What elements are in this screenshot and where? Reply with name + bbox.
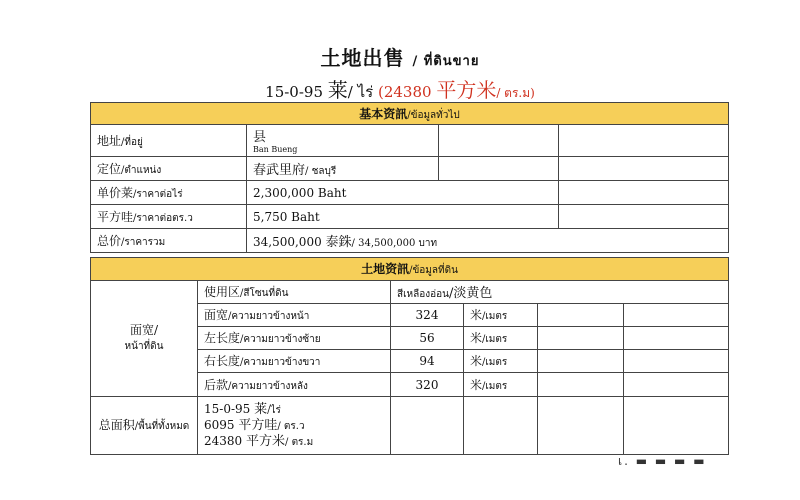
- table-row: [91, 157, 729, 181]
- empty-cell: [624, 304, 729, 327]
- table-row: [91, 229, 729, 253]
- total-price-label: 总价/ราคารวม: [91, 229, 247, 253]
- price-per-sqwa-label: 平方哇/ราคาต่อตร.ว: [91, 205, 247, 229]
- address-label: 地址/ที่อยู่: [91, 125, 247, 157]
- land-info-table: [90, 257, 729, 455]
- front-length-value: 324: [391, 304, 464, 327]
- address-value: 县 Ban Bueng: [247, 125, 439, 157]
- title-main: 土地出售: [320, 46, 405, 70]
- location-value: 春武里府/ ชลบุรี: [247, 157, 439, 181]
- table-row: [91, 181, 729, 205]
- right-length-label: 右长度/ความยาวข้างขวา: [198, 350, 391, 373]
- empty-cell: [464, 397, 538, 455]
- subtitle-area-th: / ตร.ม): [496, 86, 535, 100]
- basic-info-header: [91, 103, 729, 125]
- table-row: [91, 205, 729, 229]
- subtitle-area-num: (24380: [377, 83, 437, 101]
- empty-cell: [538, 373, 624, 397]
- table-row: [91, 397, 729, 455]
- zone-label: 使用区/สีโซนที่ดิน: [198, 281, 391, 304]
- front-length-unit: 米/เมตร: [464, 304, 538, 327]
- price-per-rai-label: 单价莱/ราคาต่อไร่: [91, 181, 247, 205]
- empty-cell: [624, 350, 729, 373]
- back-length-value: 320: [391, 373, 464, 397]
- land-header-th: /ข้อมูลที่ดิน: [409, 265, 458, 276]
- subtitle-code: 15-0-95: [265, 83, 328, 101]
- empty-cell: [538, 350, 624, 373]
- empty-cell: [439, 125, 559, 157]
- empty-cell: [559, 157, 729, 181]
- right-length-value: 94: [391, 350, 464, 373]
- empty-cell: [538, 327, 624, 350]
- back-length-unit: 米/เมตร: [464, 373, 538, 397]
- total-price-value: 34,500,000 泰銖/ 34,500,000 บาท: [247, 229, 729, 253]
- zone-value: สีเหลืองอ่อน/淡黄色: [391, 281, 729, 304]
- empty-cell: [624, 373, 729, 397]
- total-area-rai: 15-0-95 莱/ไร่: [204, 401, 281, 417]
- price-per-sqwa-value: 5,750 Baht: [247, 205, 559, 229]
- subtitle-area-cn: 平方米: [436, 78, 497, 102]
- left-length-value: 56: [391, 327, 464, 350]
- total-area-value: [198, 397, 391, 455]
- left-length-unit: 米/เมตร: [464, 327, 538, 350]
- left-length-label: 左长度/ความยาวข้างซ้าย: [198, 327, 391, 350]
- empty-cell: [559, 125, 729, 157]
- empty-cell: [559, 181, 729, 205]
- total-area-sqwa: 6095 平方哇/ ตร.ว: [204, 417, 305, 433]
- empty-cell: [624, 327, 729, 350]
- empty-cell: [538, 397, 624, 455]
- basic-header-cn: 基本资訊: [359, 106, 408, 121]
- empty-cell: [624, 397, 729, 455]
- subtitle-unit-cn: 莱: [327, 78, 348, 102]
- basic-info-table: [90, 102, 729, 253]
- subtitle-area: [377, 78, 535, 102]
- land-header-cn: 土地资訊: [361, 262, 410, 276]
- empty-cell: [439, 157, 559, 181]
- empty-cell: [538, 304, 624, 327]
- basic-header-th: /ข้อมูลทั่วไป: [407, 109, 460, 121]
- front-length-label: 面宽/ความยาวข้างหน้า: [198, 304, 391, 327]
- price-per-rai-value: 2,300,000 Baht: [247, 181, 559, 205]
- location-label: 定位/ตำแหน่ง: [91, 157, 247, 181]
- land-info-header: [91, 258, 729, 281]
- empty-cell: [391, 397, 464, 455]
- empty-cell: [559, 205, 729, 229]
- page-title: [0, 42, 800, 71]
- table-row: [91, 281, 729, 304]
- back-length-label: 后款/ความยาวข้างหลัง: [198, 373, 391, 397]
- footer-marks: เ. ▬ ▬ ▬ ▬: [618, 454, 707, 468]
- page-subtitle: [0, 74, 800, 104]
- title-sub: / ที่ดินขาย: [412, 54, 480, 69]
- subtitle-unit-th: / ไร่: [347, 83, 378, 101]
- total-area-label: 总面积/พื้นที่ทั้งหมด: [91, 397, 198, 455]
- right-length-unit: 米/เมตร: [464, 350, 538, 373]
- table-row: [91, 125, 729, 157]
- frontage-side-label: 面宽/ หน้าที่ดิน: [91, 281, 198, 397]
- total-area-sqm: 24380 平方米/ ตร.ม: [204, 433, 314, 449]
